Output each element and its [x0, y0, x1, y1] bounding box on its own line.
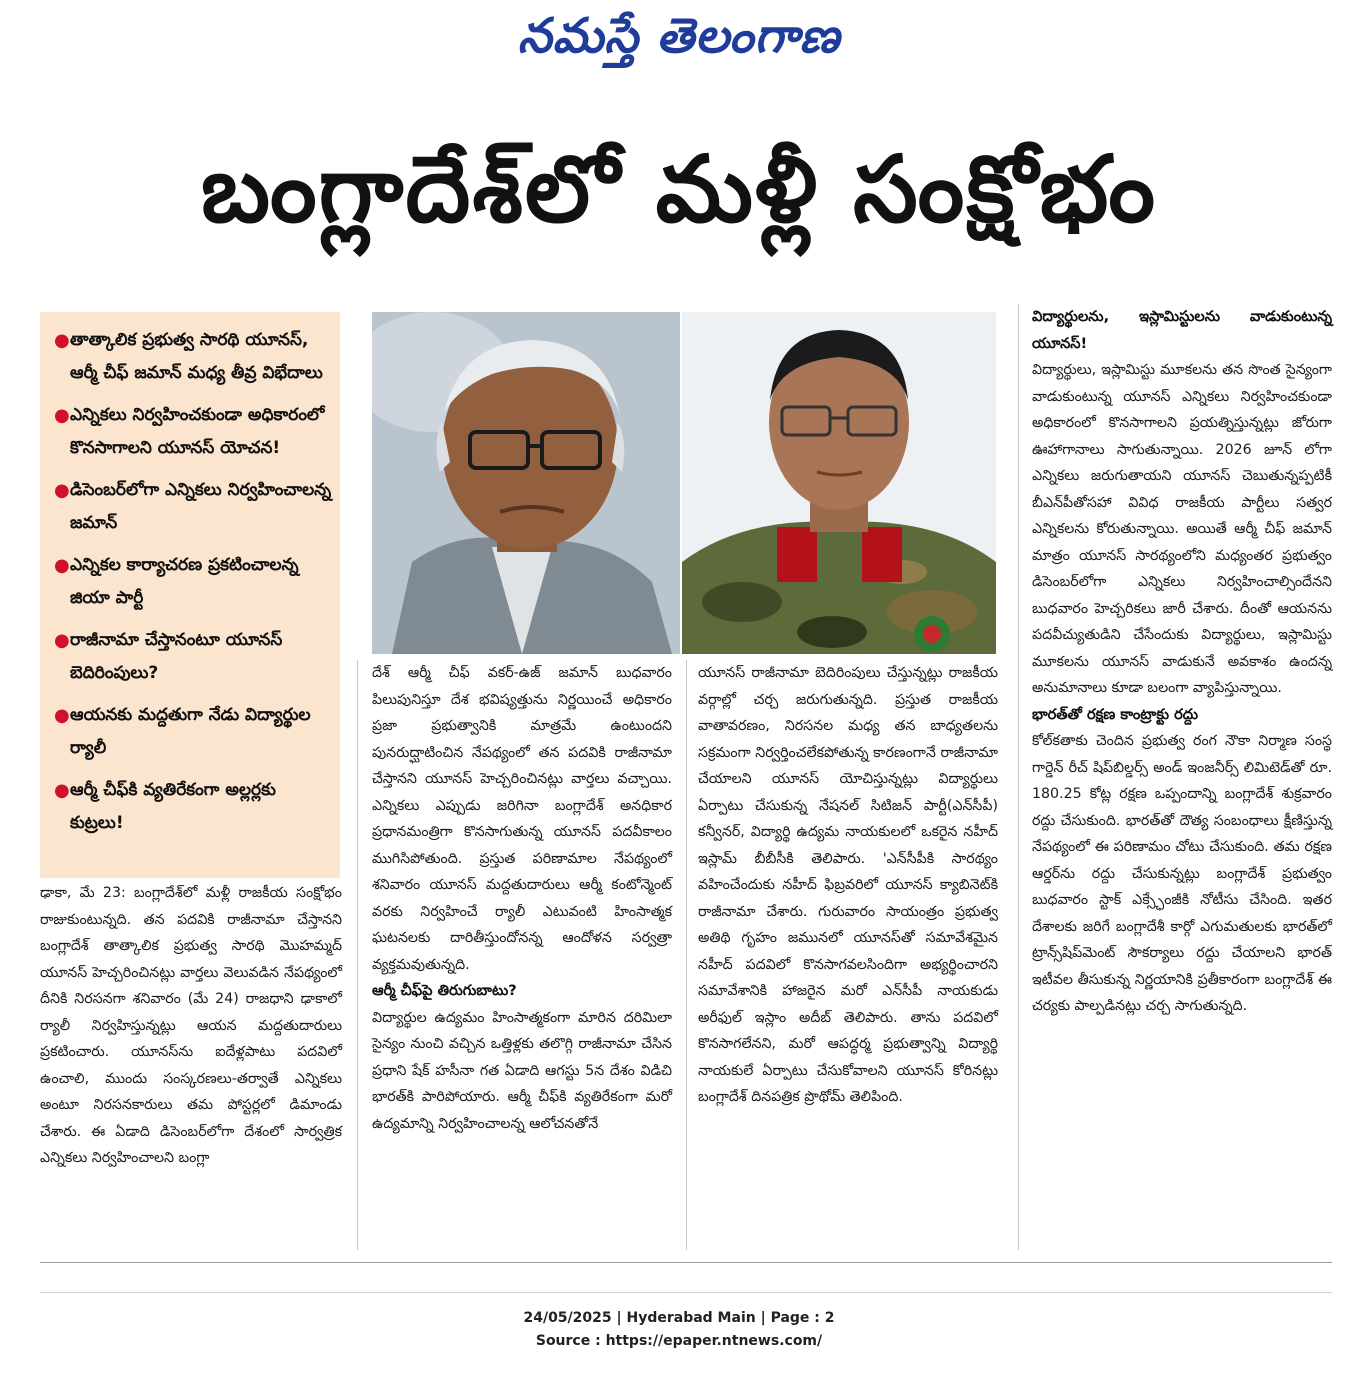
footer-edition-info: 24/05/2025 | Hyderabad Main | Page : 2	[523, 1310, 835, 1326]
highlight-text: ఆయనకు మద్దతుగా నేడు విద్యార్థుల ర్యాలీ	[70, 705, 311, 758]
article-column-3	[698, 660, 998, 1111]
column-divider	[357, 660, 358, 1250]
footer-source-link[interactable]: Source : https://epaper.ntnews.com/	[535, 1333, 823, 1349]
article-paragraph: యూనస్ రాజీనామా బెదిరింపులు చేస్తున్నట్లు రాజకీయ వర్గాల్లో చర్చ జరుగుతున్నది. ప్రస్తుత రాజకీయ వాతావరణం, నిరసనల మధ్య తన బాధ్యతలను సక్రమంగా నిర్వర్తించలేకపోతున్న కారణంగానే రాజీనామా చేయాలని యూనస్ యోచిస్తున్నట్లు విద్యార్థులు ఏర్పాటు చేసుకున్న నేషనల్ సిటిజన్ పార్టీ(ఎన్‌సీపీ) కన్వీనర్, విద్యార్థి ఉద్యమ నాయకులలో ఒకరైన నహీద్ ఇస్లామ్ బీబీసీకి తెలిపారు. 'ఎన్‌సీపీకి సారథ్యం వహించేందుకు నహీద్ ఫిబ్రవరిలో యూనస్ క్యాబినెట్‌కి రాజీనామా చేశారు. గురువారం సాయంత్రం ప్రభుత్వ అతిథి గృహం జమునలో యూనస్‌తో సమావేశమైన నహీద్ పదవిలో కొనసాగవలసిందిగా అభ్యర్థించారని సమావేశానికి హాజరైన మరో ఎన్‌సీపీ నాయకుడు అరీఫుల్ ఇస్లాం అదీబ్ తెలిపారు. తాను పదవిలో కొనసాగలేనని, మరో ఆపద్ధర్మ ప్రభుత్వాన్ని విద్యార్థి నాయకులే ఏర్పాటు చేసుకోవాలని యూనస్ కోరినట్లు బంగ్లాదేశ్ దినపత్రిక ప్రొథోమ్ తెలిపింది.	[698, 665, 998, 1105]
article-column-4	[1032, 304, 1332, 1020]
article-column-2	[372, 660, 672, 1137]
highlight-item	[54, 774, 332, 840]
article-paragraph: కోల్‌కతాకు చెందిన ప్రభుత్వ రంగ నౌకా నిర్మాణ సంస్థ గార్డెన్ రీచ్ షిప్‌బిల్డర్స్ అండ్ ఇంజనీర్స్ లిమిటెడ్‌తో రూ. 180.25 కోట్ల రక్షణ ఒప్పందాన్ని బంగ్లాదేశ్ శుక్రవారం రద్దు చేసుకుంది. భారత్‌తో దౌత్య సంబంధాలు క్షీణిస్తున్న నేపథ్యంలో ఈ పరిణామం చోటు చేసుకుంది. తమ రక్షణ ఆర్డర్‌ను రద్దు చేసుకున్నట్లు బంగ్లాదేశ్ ప్రభుత్వం బుధవారం స్టాక్ ఎక్స్ఛేంజీకి నోటీసు చేసింది. ఇతర దేశాలకు జరిగే బంగ్లాదేశీ కార్గో ఎగుమతులకు భారత్‌లో ట్రాన్స్‌షిప్‌మెంట్ సౌకర్యాలు రద్దు చేయాలని భారత్ ఇటీవల తీసుకున్న నిర్ణయానికి ప్రతీకారంగా బంగ్లాదేశ్ ఈ చర్యకు పాల్పడినట్లు చర్చ సాగుతున్నది.	[1032, 733, 1332, 1014]
article-column-1	[40, 880, 342, 1172]
highlight-item	[54, 399, 332, 465]
article-paragraph: విద్యార్థులు, ఇస్లామిస్టు మూకలను తన సొంత సైన్యంగా వాడుకుంటున్న యూనస్ ఎన్నికలు నిర్వహించకుండా అధికారంలో కొనసాగాలని ప్రయత్నిస్తున్నట్లు జోరుగా ఊహాగానాలు సాగుతున్నాయి. 2026 జూన్ లోగా ఎన్నికలు జరుగుతాయని యూనస్ చెబుతున్నప్పటికీ బీఎన్‌పీతోసహా వివిధ రాజకీయ పార్టీలు సత్వర ఎన్నికలను కోరుతున్నాయి. అయితే ఆర్మీ చీఫ్ జమాన్ మాత్రం యూనస్ సారథ్యంలోని మధ్యంతర ప్రభుత్వం డిసెంబర్‌లోగా ఎన్నికలు నిర్వహించాల్సిందేనని బుధవారం హెచ్చరికలు జారీ చేశారు. దీంతో ఆయనను పదవీచ్యుతుడిని చేసేందుకు విద్యార్థులు, ఇస్లామిస్టు మూకలను యూనస్ వాడుకునే అవకాశం ఉందన్న అనుమానాలు కూడా బలంగా వ్యాపిస్తున్నాయి.	[1032, 362, 1332, 696]
bottom-rule	[40, 1292, 1332, 1293]
highlight-text: ఆర్మీ చీఫ్‌కి వ్యతిరేకంగా అల్లర్లకు కుట్రలు!	[70, 780, 276, 833]
highlight-text: డిసెంబర్‌లోగా ఎన్నికలు నిర్వహించాలన్న జమాన్	[70, 480, 332, 533]
headline: బంగ్లాదేశ్‌లో మళ్లీ సంక్షోభం	[201, 136, 1157, 243]
bullet-icon: ●	[54, 555, 70, 576]
column-divider	[1018, 304, 1019, 1250]
article-paragraph: ఢాకా, మే 23: బంగ్లాదేశ్‌లో మళ్లీ రాజకీయ సంక్షోభం రాజుకుంటున్నది. తన పదవికి రాజీనామా చేస్తానని బంగ్లాదేశ్ తాత్కాలిక ప్రభుత్వ సారథి మొహమ్మద్ యూనస్ హెచ్చరించినట్లు వార్తలు వెలువడిన నేపథ్యంలో దీనికి నిరసనగా శనివారం (మే 24) రాజధాని ఢాకాలో ర్యాలీ నిర్వహిస్తున్నట్లు ఆయన మద్దతుదారులు ప్రకటించారు. యూనస్‌ను ఐదేళ్లపాటు పదవిలో ఉంచాలి, ముందు సంస్కరణలు-తర్వాతే ఎన్నికలు అంటూ నిరసనకారులు తమ పోస్టర్లలో డిమాండు చేశారు. ఈ ఏడాది డిసెంబర్‌లోగా దేశంలో సార్వత్రిక ఎన్నికలు నిర్వహించాలని బంగ్లా	[40, 885, 342, 1166]
bullet-icon: ●	[54, 780, 70, 801]
article-paragraph: విద్యార్థుల ఉద్యమం హింసాత్మకంగా మారిన దరిమిలా సైన్యం నుంచి వచ్చిన ఒత్తిళ్లకు తలొగ్గి రాజీనామా చేసిన ప్రధాని షేక్ హసీనా గత ఏడాది ఆగస్టు 5న దేశం విడిచి భారత్‌కి పారిపోయారు. ఆర్మీ చీఫ్‌కి వ్యతిరేకంగా మరో ఉద్యమాన్ని నిర్వహించాలన్న ఆలోచనతోనే	[372, 1009, 672, 1132]
column-divider	[686, 660, 687, 1250]
bullet-icon: ●	[54, 480, 70, 501]
masthead-logo: నమస్తే తెలంగాణ	[517, 8, 841, 64]
highlight-item	[54, 699, 332, 765]
article-subheading: విద్యార్థులను, ఇస్లామిస్టులను వాడుకుంటున్న యూనస్!	[1032, 308, 1332, 352]
highlight-text: రాజీనామా చేస్తానంటూ యూనస్ బెదిరింపులు?	[70, 630, 283, 683]
highlights-box	[40, 312, 340, 878]
highlight-text: తాత్కాలిక ప్రభుత్వ సారథి యూనస్, ఆర్మీ చీఫ్ జమాన్ మధ్య తీవ్ర విభేదాలు	[70, 330, 323, 383]
bullet-icon: ●	[54, 330, 70, 351]
photo-yunus	[372, 312, 680, 654]
portrait-illustration-left	[372, 312, 680, 654]
highlight-item	[54, 474, 332, 540]
highlight-item	[54, 624, 332, 690]
bullet-icon: ●	[54, 705, 70, 726]
bullet-icon: ●	[54, 405, 70, 426]
highlight-item	[54, 549, 332, 615]
article-subheading: భారత్‌తో రక్షణ కాంట్రాక్టు రద్దు	[1032, 705, 1199, 723]
highlight-text: ఎన్నికల కార్యాచరణ ప్రకటించాలన్న జియా పార్టీ	[70, 555, 299, 608]
bottom-rule	[40, 1262, 1332, 1263]
article-subheading: ఆర్మీ చీఫ్‌పై తిరుగుబాటు?	[372, 982, 517, 999]
bullet-icon: ●	[54, 630, 70, 651]
highlight-item	[54, 324, 332, 390]
portrait-illustration-right	[682, 312, 996, 654]
article-paragraph: దేశ్ ఆర్మీ చీఫ్ వకర్-ఉజ్ జమాన్ బుధవారం పిలుపునిస్తూ దేశ భవిష్యత్తును నిర్ణయించే అధికారం ప్రజా ప్రభుత్వానికి మాత్రమే ఉంటుందని పునరుద్ఘాటించిన నేపథ్యంలో తన పదవికి రాజీనామా చేస్తానని యూనస్ హెచ్చరించినట్లు వార్తలు వచ్చాయి. ఎన్నికలు ఎప్పుడు జరిగినా బంగ్లాదేశ్ అనధికార ప్రధానమంత్రిగా కొనసాగుతున్న యూనస్ పదవీకాలం ముగిసిపోతుంది. ప్రస్తుత పరిణామాల నేపథ్యంలో శనివారం యూనస్ మద్దతుదారులు ఆర్మీ కంటోన్మెంట్ వరకు నిర్వహించే ర్యాలీ ఎటువంటి హింసాత్మక ఘటనలకు దారితీస్తుందోనన్న ఆందోళన సర్వత్రా వ్యక్తమవుతున్నది.	[372, 665, 672, 973]
highlight-text: ఎన్నికలు నిర్వహించకుండా అధికారంలో కొనసాగాలని యూనస్ యోచన!	[70, 405, 325, 458]
photo-army-chief	[682, 312, 996, 654]
